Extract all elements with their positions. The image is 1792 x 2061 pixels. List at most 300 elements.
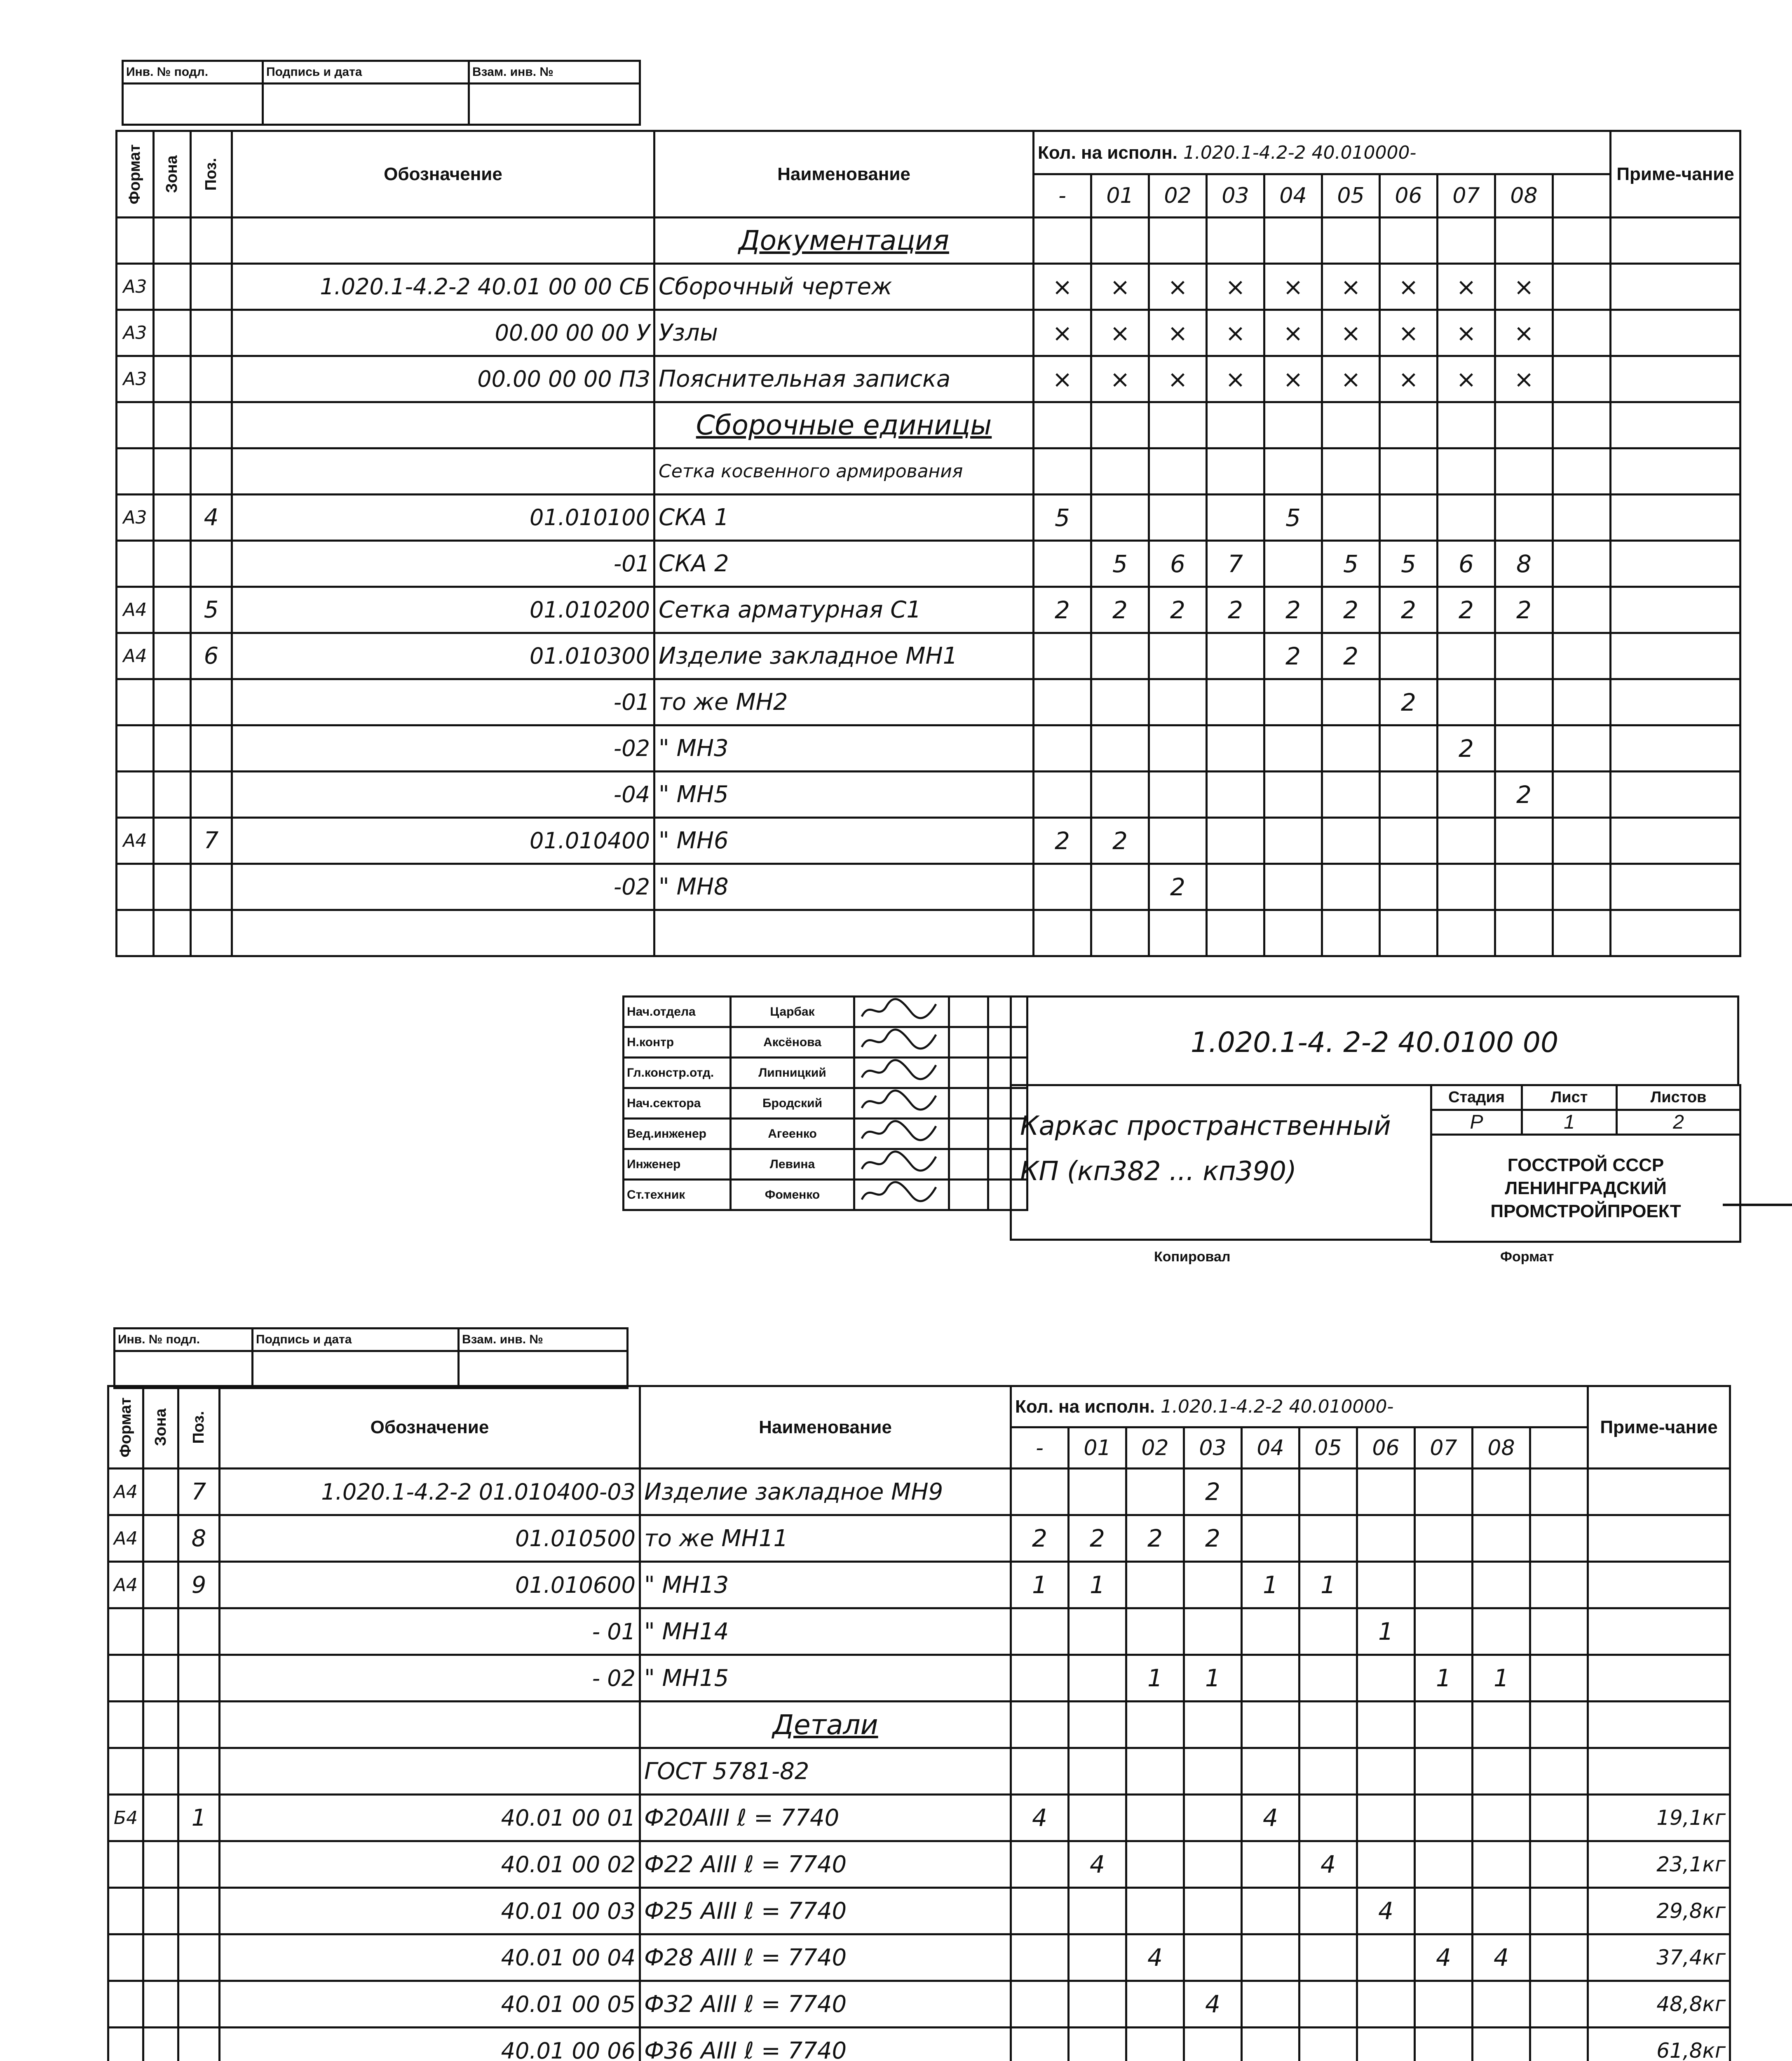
name-cell: Ф22 АIII ℓ = 7740 xyxy=(640,1841,1011,1888)
handwritten-signature-icon xyxy=(858,1089,940,1114)
qty-cell: 6 xyxy=(1149,541,1207,587)
qty-cell: × xyxy=(1091,356,1149,402)
qty-cell: 2 xyxy=(1380,679,1438,725)
table-row xyxy=(117,772,1740,818)
qty-cell xyxy=(1069,1702,1126,1748)
qty-cell: × xyxy=(1034,264,1091,310)
qty-cell xyxy=(1380,218,1438,264)
qty-cell: × xyxy=(1495,310,1553,356)
qty-cell xyxy=(1011,1608,1069,1655)
stamp-inv-label: Инв. № подл. xyxy=(123,61,263,84)
qty-cell xyxy=(1069,1795,1126,1841)
zone-cell xyxy=(154,818,191,864)
note-cell xyxy=(1611,310,1740,356)
qty-cell xyxy=(1184,1934,1242,1981)
qty-cell: × xyxy=(1438,310,1495,356)
qty-cell xyxy=(1011,1981,1069,2028)
qty-cell xyxy=(1149,725,1207,772)
qty-cell: 4 xyxy=(1299,1841,1357,1888)
qty-cell xyxy=(1473,1841,1530,1888)
qty-cell xyxy=(1091,448,1149,495)
table-row xyxy=(117,633,1740,679)
table-row xyxy=(108,1748,1730,1795)
format-cell xyxy=(108,1748,143,1795)
name-cell: " МН13 xyxy=(640,1562,1011,1608)
qty-cell: 2 xyxy=(1495,587,1553,633)
zone-cell xyxy=(143,1888,178,1934)
sheet-value: 1 xyxy=(1522,1110,1617,1135)
header-row xyxy=(117,131,1740,174)
pos-cell xyxy=(191,679,232,725)
zone-cell xyxy=(143,1702,178,1748)
qty-cell xyxy=(1438,633,1495,679)
zone-header-text: Зона xyxy=(152,1408,169,1446)
note-cell xyxy=(1611,264,1740,310)
qty-cell xyxy=(1207,448,1264,495)
qty-cell xyxy=(1207,818,1264,864)
qty-cell xyxy=(1322,679,1380,725)
name-cell: Пояснительная записка xyxy=(654,356,1034,402)
signature-mark xyxy=(854,997,949,1027)
format-cell xyxy=(108,1841,143,1888)
org-line-1: ГОССТРОЙ СССР xyxy=(1507,1155,1664,1175)
format-cell xyxy=(108,1655,143,1702)
note-cell xyxy=(1611,402,1740,448)
signature-mark xyxy=(854,1149,949,1180)
qty-cell: 4 xyxy=(1473,1934,1530,1981)
variant-header: 02 xyxy=(1126,1427,1184,1469)
qty-cell xyxy=(1091,910,1149,956)
name-cell: " МН8 xyxy=(654,864,1034,910)
qty-cell xyxy=(1242,1841,1299,1888)
pos-cell xyxy=(178,1702,220,1748)
qty-cell xyxy=(1553,910,1611,956)
format-header-text: Формат xyxy=(117,1397,134,1458)
qty-cell: × xyxy=(1034,310,1091,356)
qty-cell: 5 xyxy=(1091,541,1149,587)
qty-cell: 4 xyxy=(1126,1934,1184,1981)
qty-cell xyxy=(1553,864,1611,910)
qty-cell xyxy=(1553,818,1611,864)
qty-cell xyxy=(1034,218,1091,264)
qty-cell xyxy=(1530,1888,1588,1934)
variant-header: 05 xyxy=(1322,174,1380,218)
qty-cell: × xyxy=(1207,356,1264,402)
pos-header xyxy=(191,131,232,218)
zone-cell xyxy=(143,1562,178,1608)
note-cell xyxy=(1611,679,1740,725)
qty-cell xyxy=(1553,633,1611,679)
qty-cell xyxy=(1126,1748,1184,1795)
qty-cell xyxy=(1495,633,1553,679)
qty-cell xyxy=(1495,402,1553,448)
margin-rule xyxy=(1723,1204,1792,1206)
qty-cell: × xyxy=(1264,264,1322,310)
zone-cell xyxy=(154,679,191,725)
qty-cell xyxy=(1011,1469,1069,1515)
sheet-label: Лист xyxy=(1522,1085,1617,1110)
name-cell: Изделие закладное МН9 xyxy=(640,1469,1011,1515)
variant-header: 08 xyxy=(1495,174,1553,218)
section-title: Детали xyxy=(640,1702,1011,1748)
pos-cell: 5 xyxy=(191,587,232,633)
qty-title: Кол. на исполн. xyxy=(1015,1397,1155,1417)
qty-cell xyxy=(1322,448,1380,495)
format-cell: A4 xyxy=(117,633,154,679)
qty-cell xyxy=(1264,679,1322,725)
date-cell xyxy=(949,1119,988,1149)
designation-cell: 01.010200 xyxy=(232,587,654,633)
qty-cell xyxy=(1553,264,1611,310)
qty-cell xyxy=(1299,2028,1357,2061)
table-row xyxy=(117,218,1740,264)
qty-cell: 2 xyxy=(1091,587,1149,633)
qty-cell xyxy=(1149,910,1207,956)
zone-cell xyxy=(154,910,191,956)
format-cell xyxy=(108,1608,143,1655)
qty-cell: 2 xyxy=(1034,818,1091,864)
qty-cell xyxy=(1415,1608,1473,1655)
copied-label: Копировал xyxy=(1154,1249,1231,1265)
qty-cell xyxy=(1299,1469,1357,1515)
date-cell xyxy=(949,1088,988,1119)
note-cell xyxy=(1611,218,1740,264)
table-row xyxy=(108,1888,1730,1934)
qty-cell xyxy=(1299,1888,1357,1934)
stamp-replace-label-2: Взам. инв. № xyxy=(459,1329,628,1351)
zone-header xyxy=(143,1386,178,1469)
qty-cell xyxy=(1184,1702,1242,1748)
qty-cell xyxy=(1242,1934,1299,1981)
qty-cell xyxy=(1530,1655,1588,1702)
zone-cell xyxy=(154,218,191,264)
zone-cell xyxy=(143,1934,178,1981)
qty-cell: 2 xyxy=(1380,587,1438,633)
qty-cell xyxy=(1242,2028,1299,2061)
sheets-label: Листов xyxy=(1617,1085,1740,1110)
note-cell xyxy=(1611,633,1740,679)
qty-cell xyxy=(1553,448,1611,495)
document-code: 1.020.1-4. 2-2 40.0100 00 xyxy=(1190,1026,1559,1059)
spec-sheet-1 xyxy=(16,54,1734,1290)
pos-cell xyxy=(178,1888,220,1934)
qty-cell xyxy=(1530,1702,1588,1748)
signature-table xyxy=(622,995,1028,1211)
qty-cell xyxy=(1242,1981,1299,2028)
pos-cell xyxy=(178,2028,220,2061)
signature-name: Царбак xyxy=(731,997,854,1027)
table-row xyxy=(117,356,1740,402)
qty-cell xyxy=(1415,1469,1473,1515)
signature-row xyxy=(624,1088,1027,1119)
qty-cell: 1 xyxy=(1242,1562,1299,1608)
qty-cell xyxy=(1034,679,1091,725)
qty-cell xyxy=(1415,1562,1473,1608)
pos-cell xyxy=(178,1748,220,1795)
table-row xyxy=(117,725,1740,772)
format-cell xyxy=(117,725,154,772)
pos-cell xyxy=(191,541,232,587)
qty-cell xyxy=(1034,772,1091,818)
qty-cell xyxy=(1126,1888,1184,1934)
variant-header: 06 xyxy=(1380,174,1438,218)
designation-cell: -04 xyxy=(232,772,654,818)
table-row xyxy=(117,864,1740,910)
qty-cell xyxy=(1069,1469,1126,1515)
table-row xyxy=(108,1469,1730,1515)
variant-header: 05 xyxy=(1299,1427,1357,1469)
pos-cell xyxy=(178,1981,220,2028)
zone-cell xyxy=(154,587,191,633)
qty-cell xyxy=(1495,910,1553,956)
name-cell: СКА 2 xyxy=(654,541,1034,587)
qty-cell: 2 xyxy=(1264,587,1322,633)
qty-cell xyxy=(1034,633,1091,679)
name-cell: " МН5 xyxy=(654,772,1034,818)
qty-cell: 1 xyxy=(1069,1562,1126,1608)
qty-cell xyxy=(1069,1934,1126,1981)
qty-cell: 1 xyxy=(1473,1655,1530,1702)
qty-cell xyxy=(1011,1655,1069,1702)
zone-cell xyxy=(154,725,191,772)
qty-cell xyxy=(1322,402,1380,448)
qty-cell: 2 xyxy=(1438,587,1495,633)
org-line-3: ПРОМСТРОЙПРОЕКТ xyxy=(1490,1201,1681,1221)
qty-cell xyxy=(1357,1562,1415,1608)
qty-cell xyxy=(1438,448,1495,495)
archive-stamp-2 xyxy=(113,1327,629,1389)
signature-role: Нач.сектора xyxy=(624,1088,731,1119)
qty-cell xyxy=(1530,1748,1588,1795)
qty-cell xyxy=(1299,1515,1357,1562)
qty-cell xyxy=(1495,864,1553,910)
qty-cell: 1 xyxy=(1184,1655,1242,1702)
qty-cell: 6 xyxy=(1438,541,1495,587)
format-cell xyxy=(108,2028,143,2061)
qty-cell: 1 xyxy=(1299,1562,1357,1608)
qty-cell xyxy=(1553,772,1611,818)
qty-cell xyxy=(1242,1702,1299,1748)
qty-cell xyxy=(1357,1655,1415,1702)
qty-cell xyxy=(1473,1469,1530,1515)
signature-row xyxy=(624,1119,1027,1149)
note-cell: 23,1кг xyxy=(1588,1841,1730,1888)
note-cell xyxy=(1611,818,1740,864)
qty-cell xyxy=(1299,1702,1357,1748)
table-row xyxy=(108,1515,1730,1562)
table-row xyxy=(117,310,1740,356)
zone-cell xyxy=(143,1469,178,1515)
qty-cell xyxy=(1126,1702,1184,1748)
signature-name: Липницкий xyxy=(731,1058,854,1088)
qty-cell xyxy=(1438,679,1495,725)
signature-mark xyxy=(854,1058,949,1088)
designation-cell: 1.020.1-4.2-2 40.01 00 00 СБ xyxy=(232,264,654,310)
qty-cell xyxy=(1530,1934,1588,1981)
qty-cell xyxy=(1530,1515,1588,1562)
qty-cell xyxy=(1126,1608,1184,1655)
qty-cell xyxy=(1207,864,1264,910)
name-cell xyxy=(654,910,1034,956)
variant-header: 03 xyxy=(1207,174,1264,218)
table-row xyxy=(108,1841,1730,1888)
qty-cell xyxy=(1380,818,1438,864)
format-cell xyxy=(117,910,154,956)
qty-cell xyxy=(1530,1608,1588,1655)
qty-cell xyxy=(1149,448,1207,495)
note-cell xyxy=(1611,356,1740,402)
name-cell: то же МН2 xyxy=(654,679,1034,725)
qty-cell xyxy=(1184,2028,1242,2061)
qty-cell xyxy=(1069,2028,1126,2061)
table-row xyxy=(108,1655,1730,1702)
zone-cell xyxy=(154,402,191,448)
table-row xyxy=(108,1934,1730,1981)
name-cell: СКА 1 xyxy=(654,495,1034,541)
name-cell: то же МН11 xyxy=(640,1515,1011,1562)
qty-cell: × xyxy=(1380,310,1438,356)
pos-header-text: Поз. xyxy=(202,157,220,191)
qty-cell xyxy=(1438,818,1495,864)
variant-header: 08 xyxy=(1473,1427,1530,1469)
designation-cell xyxy=(232,910,654,956)
qty-cell xyxy=(1264,864,1322,910)
name-header: Наименование xyxy=(640,1386,1011,1469)
qty-cell xyxy=(1242,1608,1299,1655)
qty-cell: 2 xyxy=(1149,864,1207,910)
qty-cell xyxy=(1264,818,1322,864)
zone-cell xyxy=(154,356,191,402)
qty-cell: 4 xyxy=(1069,1841,1126,1888)
qty-cell xyxy=(1207,772,1264,818)
signature-name: Левина xyxy=(731,1149,854,1180)
qty-cell xyxy=(1322,910,1380,956)
title-line-1: Каркас пространственный xyxy=(1020,1111,1391,1141)
qty-cell xyxy=(1126,1469,1184,1515)
signature-role: Н.контр xyxy=(624,1027,731,1058)
table-row xyxy=(117,679,1740,725)
zone-cell xyxy=(154,864,191,910)
note-cell xyxy=(1588,1469,1730,1515)
designation-cell: -02 xyxy=(232,864,654,910)
title-code-box xyxy=(1010,995,1739,1086)
qty-cell xyxy=(1438,910,1495,956)
zone-cell xyxy=(154,772,191,818)
spec-table-2 xyxy=(107,1385,1731,2061)
handwritten-signature-icon xyxy=(858,1120,940,1145)
zone-header-text: Зона xyxy=(163,155,181,193)
name-cell: " МН15 xyxy=(640,1655,1011,1702)
variant-header: 07 xyxy=(1415,1427,1473,1469)
qty-cell xyxy=(1091,495,1149,541)
qty-cell xyxy=(1415,1795,1473,1841)
qty-cell xyxy=(1530,2028,1588,2061)
name-cell: Ф20АIII ℓ = 7740 xyxy=(640,1795,1011,1841)
pos-cell xyxy=(191,864,232,910)
qty-cell xyxy=(1126,1562,1184,1608)
designation-cell: 01.010600 xyxy=(220,1562,640,1608)
date-cell xyxy=(949,1058,988,1088)
pos-cell: 1 xyxy=(178,1795,220,1841)
handwritten-signature-icon xyxy=(858,1181,940,1206)
qty-header xyxy=(1034,131,1611,174)
note-cell xyxy=(1611,772,1740,818)
qty-cell xyxy=(1207,495,1264,541)
qty-cell: 2 xyxy=(1322,587,1380,633)
archive-stamp xyxy=(122,60,641,126)
qty-cell xyxy=(1091,402,1149,448)
name-cell: ГОСТ 5781-82 xyxy=(640,1748,1011,1795)
qty-cell xyxy=(1149,218,1207,264)
format-cell: A4 xyxy=(108,1562,143,1608)
format-cell: A4 xyxy=(117,587,154,633)
designation-cell: 01.010300 xyxy=(232,633,654,679)
qty-cell xyxy=(1415,2028,1473,2061)
qty-cell xyxy=(1207,402,1264,448)
qty-cell xyxy=(1322,218,1380,264)
qty-cell xyxy=(1149,772,1207,818)
variant-header: 02 xyxy=(1149,174,1207,218)
qty-cell xyxy=(1357,1981,1415,2028)
signature-name: Бродский xyxy=(731,1088,854,1119)
note-cell: 37,4кг xyxy=(1588,1934,1730,1981)
qty-cell xyxy=(1530,1562,1588,1608)
zone-cell xyxy=(143,1795,178,1841)
qty-cell xyxy=(1415,1841,1473,1888)
stamp-signature-label: Подпись и дата xyxy=(263,61,469,84)
pos-cell: 6 xyxy=(191,633,232,679)
note-cell xyxy=(1611,448,1740,495)
qty-cell xyxy=(1438,402,1495,448)
pos-cell xyxy=(178,1841,220,1888)
qty-cell xyxy=(1473,1702,1530,1748)
date-cell xyxy=(949,1180,988,1210)
signature-role: Вед.инженер xyxy=(624,1119,731,1149)
qty-cell xyxy=(1034,725,1091,772)
qty-cell: × xyxy=(1438,264,1495,310)
qty-cell xyxy=(1034,402,1091,448)
handwritten-signature-icon xyxy=(858,1028,940,1053)
qty-cell: 8 xyxy=(1495,541,1553,587)
organization-cell xyxy=(1431,1135,1740,1242)
qty-cell xyxy=(1438,495,1495,541)
qty-cell xyxy=(1322,495,1380,541)
qty-cell: 5 xyxy=(1034,495,1091,541)
qty-cell xyxy=(1322,818,1380,864)
qty-cell xyxy=(1357,1934,1415,1981)
qty-cell xyxy=(1473,1562,1530,1608)
qty-cell xyxy=(1242,1515,1299,1562)
qty-cell xyxy=(1322,725,1380,772)
designation-cell: 40.01 00 04 xyxy=(220,1934,640,1981)
pos-cell: 4 xyxy=(191,495,232,541)
qty-cell xyxy=(1415,1702,1473,1748)
signature-role: Гл.констр.отд. xyxy=(624,1058,731,1088)
qty-cell xyxy=(1299,1934,1357,1981)
zone-cell xyxy=(143,2028,178,2061)
table-row xyxy=(117,818,1740,864)
qty-cell xyxy=(1069,1608,1126,1655)
format-cell: A4 xyxy=(108,1469,143,1515)
qty-cell xyxy=(1126,1795,1184,1841)
qty-cell: 1 xyxy=(1126,1655,1184,1702)
qty-cell xyxy=(1184,1748,1242,1795)
qty-cell xyxy=(1264,910,1322,956)
designation-cell: -02 xyxy=(232,725,654,772)
format-cell: A4 xyxy=(117,818,154,864)
qty-code: 1.020.1-4.2-2 40.010000- xyxy=(1160,1396,1394,1417)
name-cell: Узлы xyxy=(654,310,1034,356)
